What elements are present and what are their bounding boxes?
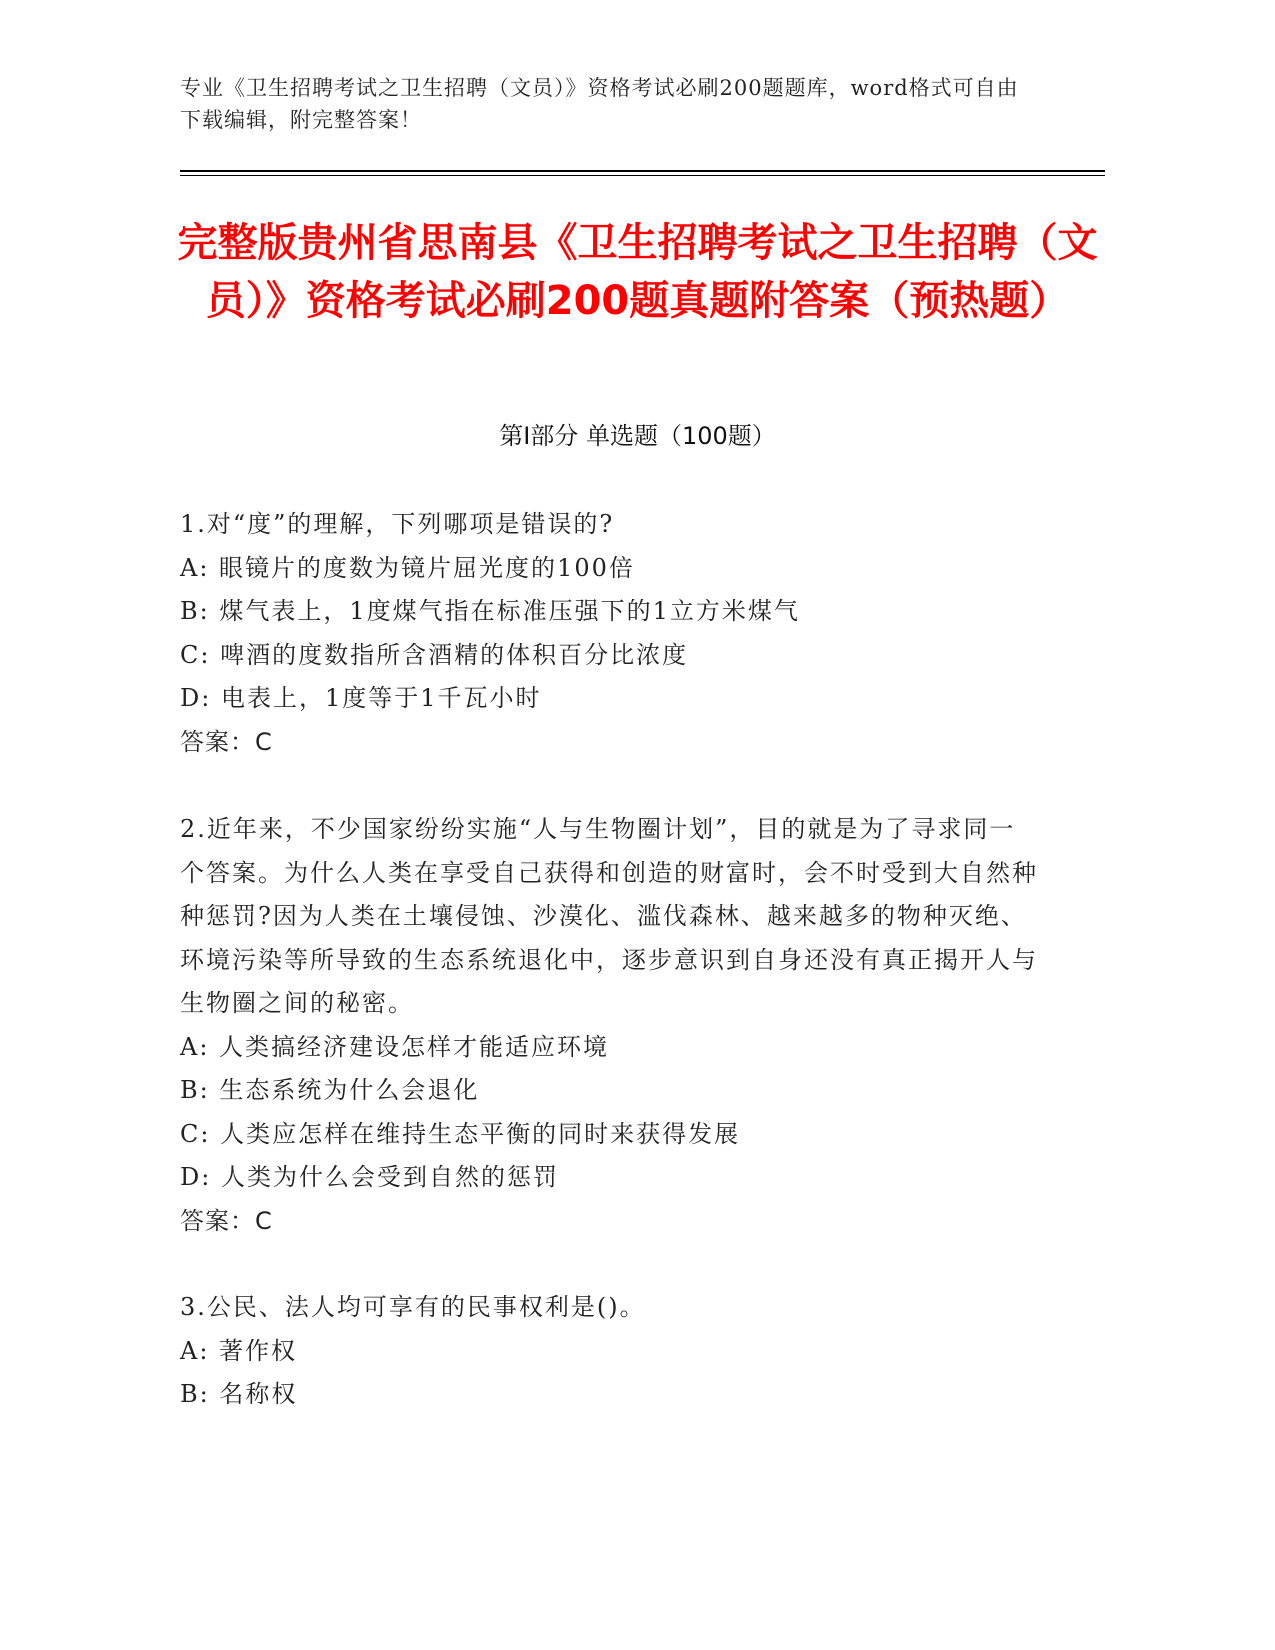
question-stem: 2.近年来，不少国家纷纷实施“人与生物圈计划”，目的就是为了寻求同一个答案。为什么人类在享受自己获得和创造的财富时，会不时受到大自然种种惩罚?因为人类在土壤侵蚀、沙漠化、滥伐森林、越来越多的物种灭绝、环境污染等所导致的生态系统退化中，逐步意识到自身还没有真正揭开人与生物圈之间的秘密。 — [180, 815, 1038, 1017]
answer-label: 答案：C — [180, 727, 273, 756]
option-a: A: 人类搞经济建设怎样才能适应环境 — [180, 1032, 610, 1061]
option-a: A: 著作权 — [180, 1336, 298, 1365]
question-stem: 3.公民、法人均可享有的民事权利是()。 — [180, 1293, 646, 1321]
question-block — [180, 1286, 1040, 1417]
header-divider-thick — [180, 170, 1105, 172]
option-a: A: 眼镜片的度数为镜片屈光度的100倍 — [180, 553, 635, 582]
answer-label: 答案：C — [180, 1206, 273, 1235]
option-d: D: 人类为什么会受到自然的惩罚 — [180, 1163, 559, 1191]
question-block — [180, 808, 1040, 1243]
option-b: B: 名称权 — [180, 1380, 298, 1408]
option-c: C: 人类应怎样在维持生态平衡的同时来获得发展 — [180, 1119, 741, 1148]
option-d: D: 电表上，1度等于1千瓦小时 — [180, 684, 542, 712]
option-b: B: 生态系统为什么会退化 — [180, 1076, 480, 1104]
option-c: C: 啤酒的度数指所含酒精的体积百分比浓度 — [180, 640, 689, 669]
header-divider-thin — [180, 175, 1105, 176]
header-note: 专业《卫生招聘考试之卫生招聘（文员）》资格考试必刷200题题库，word格式可自由下载编辑，附完整答案！ — [180, 76, 1019, 132]
option-b: B: 煤气表上，1度煤气指在标准压强下的1立方米煤气 — [180, 597, 800, 625]
document-title: 完整版贵州省思南县《卫生招聘考试之卫生招聘（文员）》资格考试必刷200题真题附答案（预热题） — [177, 220, 1098, 324]
section-title: 第I部分 单选题（100题） — [499, 422, 776, 450]
question-block — [180, 503, 1040, 764]
question-stem: 1.对“度”的理解，下列哪项是错误的? — [180, 510, 615, 538]
